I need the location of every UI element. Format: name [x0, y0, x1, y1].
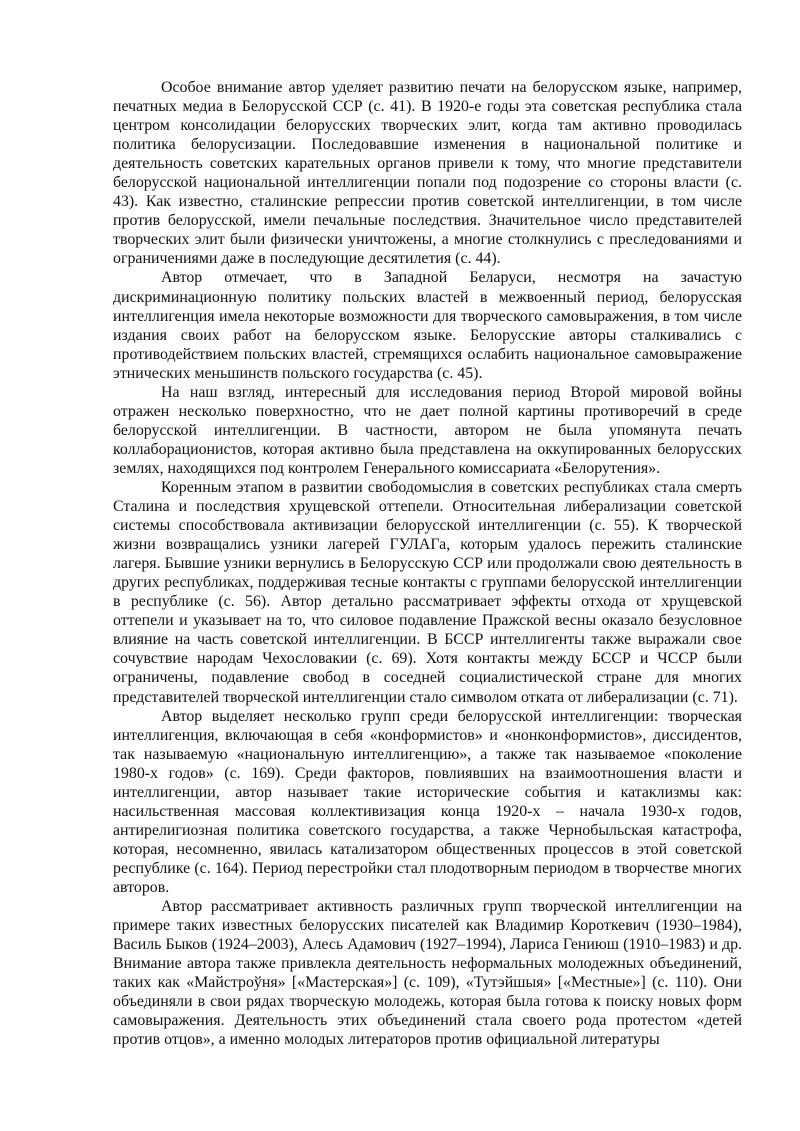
paragraph-5: Автор выделяет несколько групп среди белорусской интеллигенции: творческая интеллигенция, включающая в себя «конформистов» и «нонконформистов», диссидентов, так называемую «национальную интеллигенцию», а также так называемое «поколение 1980-х годов» (с. 169). Среди факторов, повлиявших на взаимоотношения власти и интеллигенции, автор называет такие исторические события и катаклизмы как: насильственная массовая коллективизация конца 1920-х – начала 1930-х годов, антирелигиозная политика советского государства, а также Чернобыльская катастрофа, которая, несомненно, явилась катализатором общественных процессов в этой советской республике (с. 164). Период перестройки стал плодотворным периодом в творчестве многих авторов. — [113, 707, 742, 896]
paragraph-4: Коренным этапом в развитии свободомыслия в советских республиках стала смерть Сталина и последствия хрущевской оттепели. Относительная либерализации советской системы способствовала активизации белорусской интеллигенции (с. 55). К творческой жизни возвращались узники лагерей ГУЛАГа, которым удалось пережить сталинские лагеря. Бывшие узники вернулись в Белорусскую ССР или продолжали свою деятельность в других республиках, поддерживая тесные контакты с группами белорусской интеллигенции в республике (с. 56). Автор детально рассматривает эффекты отхода от хрущевской оттепели и указывает на то, что силовое подавление Пражской весны оказало безусловное влияние на часть советской интеллигенции. В БССР интеллигенты также выражали свое сочувствие народам Чехословакии (с. 69). Хотя контакты между БССР и ЧССР были ограничены, подавление свобод в соседней социалистической стране для многих представителей творческой интеллигенции стало символом отката от либерализации (с. 71). — [113, 478, 742, 706]
paragraph-6: Автор рассматривает активность различных групп творческой интеллигенции на примере таких известных белорусских писателей как Владимир Короткевич (1930–1984), Василь Быков (1924–2003), Алесь Адамович (1927–1994), Лариса Гениюш (1910–1983) и др. Внимание автора также привлекла деятельность неформальных молодежных объединений, таких как «Майстроўня» [«Мастерская»] (с. 109), «Тутэйшыя» [«Местные»] (с. 110). Они объединяли в свои рядах творческую молодежь, которая была готова к поиску новых форм самовыражения. Деятельность этих объединений стала своего рода протестом «детей против отцов», а именно молодых литераторов против официальной литературы — [113, 898, 742, 1049]
paragraph-3: На наш взгляд, интересный для исследования период Второй мировой войны отражен несколько поверхностно, что не дает полной картины противоречий в среде белорусской интеллигенции. В частности, автором не была упомянута печать коллаборационистов, которая активно была представлена на оккупированных белорусских землях, находящихся под контролем Генерального комиссариата «Белорутения». — [113, 383, 742, 477]
paragraph-2: Автор отмечает, что в Западной Беларуси, несмотря на зачастую дискриминационную политику польских властей в межвоенный период, белорусская интеллигенция имела некоторые возможности для творческого самовыражения, в том числе издания своих работ на белорусском языке. Белорусские авторы сталкивались с противодействием польских властей, стремящихся ослабить национальное самовыражение этнических меньшинств польского государства (с. 45). — [113, 269, 742, 382]
document-page — [113, 78, 742, 1049]
paragraph-1: Особое внимание автор уделяет развитию печати на белорусском языке, например, печатных медиа в Белорусской ССР (с. 41). В 1920-е годы эта советская республика стала центром консолидации белорусских творческих элит, когда там активно проводилась политика белорусизации. Последовавшие изменения в национальной политике и деятельность советских карательных органов привели к тому, что многие представители белорусской национальной интеллигенции попали под подозрение со стороны власти (с. 43). Как известно, сталинские репрессии против советской интеллигенции, в том числе против белорусской, имели печальные последствия. Значительное число представителей творческих элит были физически уничтожены, а многие столкнулись с преследованиями и ограничениями даже в последующие десятилетия (с. 44). — [113, 79, 742, 268]
